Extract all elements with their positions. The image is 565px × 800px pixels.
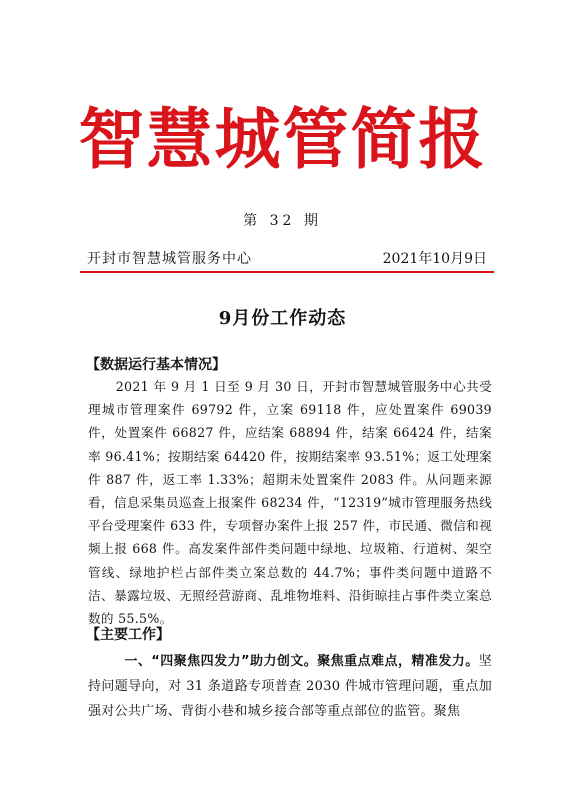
- organization-name: 开封市智慧城管服务中心: [87, 251, 252, 267]
- main-work-item-title: 一、“四聚焦四发力”助力创文。聚焦重点难点，精准发力。: [124, 654, 479, 669]
- issue-number: 第 32 期: [243, 213, 322, 229]
- paragraph-basic-data: 2021 年 9 月 1 日至 9 月 30 日，开封市智慧城管服务中心共受理城市管理案件 69792 件，立案 69118 件，应处置案件 69039 件，处置案件 66827 件，应结案 68894 件，结案 66424 件，结案率 96.41%；按期结案 64420 件，按期结案率 93.51%；返工处理案件 887 件，返工率 1.33%；超期未处置案件 2083 件。从问题来源看，信息采集员巡查上报案件 68234 件，“12319”城市管理服务热线平台受理案件 633 件，专项督办案件上报 257 件，市民通、微信和视频上报 668 件。高发案件部件类问题中绿地、垃圾箱、行道树、架空管线、绿地护栏占部件类立案总数的 44.7%；事件类问题中道路不洁、暴露垃圾、无照经营游商、乱堆物堆料、沿街晾挂占事件类立案总数的 55.5%。: [88, 379, 492, 627]
- section-heading-basic: 【数据运行基本情况】: [86, 357, 226, 373]
- document-title: 9月份工作动态: [218, 308, 347, 329]
- paragraph-main-work: [88, 649, 492, 724]
- header-divider: [80, 271, 494, 273]
- main-work-item-body: 坚持问题导向，对 31 条道路专项普查 2030 件城市管理问题，重点加强对公共广场、背街小巷和城乡接合部等重点部位的监管。聚焦: [88, 654, 492, 719]
- newsletter-masthead: 智慧城管简报: [78, 101, 487, 178]
- section-heading-main-work: 【主要工作】: [86, 627, 170, 643]
- publication-date: 2021年10月9日: [382, 251, 487, 267]
